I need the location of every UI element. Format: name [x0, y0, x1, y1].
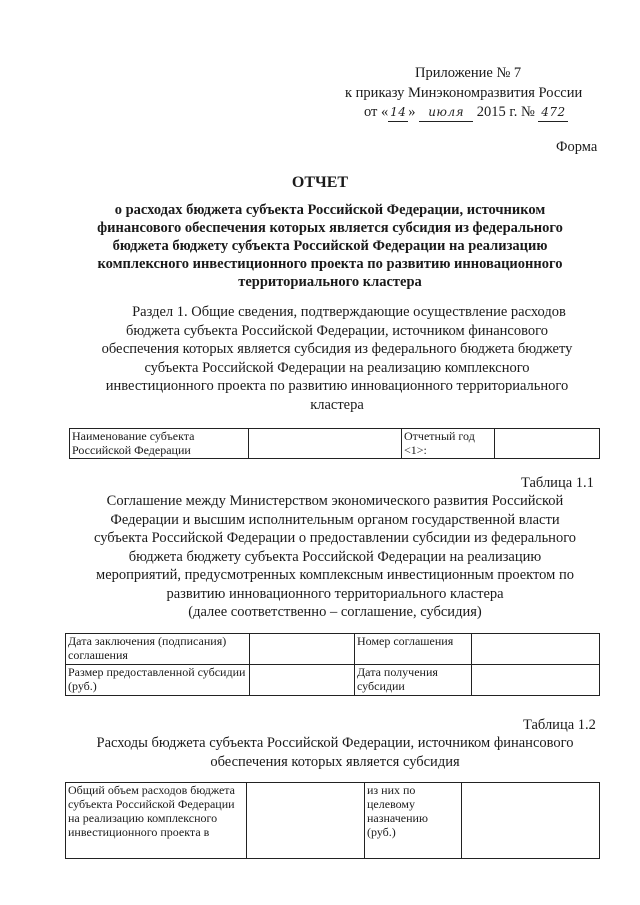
- subtitle-line: бюджета бюджету субъекта Российской Федерации на реализацию: [112, 238, 548, 254]
- subsidy-date-label: Дата получения субсидии: [355, 665, 472, 696]
- section1-line: обеспечения которых является субсидия из федерального бюджета бюджету: [101, 341, 573, 357]
- report-subtitle: [95, 201, 565, 291]
- table11-heading: [68, 492, 602, 622]
- year-value[interactable]: [495, 429, 600, 459]
- expenses-table: [65, 782, 600, 859]
- subtitle-line: о расходах бюджета субъекта Российской Федерации, источником: [114, 202, 546, 218]
- section1-line: Раздел 1. Общие сведения, подтверждающие осуществление расходов: [132, 304, 566, 320]
- subject-table: [69, 428, 600, 459]
- targeted-expenses-label: из них по целевому назначению (руб.): [365, 783, 462, 859]
- section1-line: инвестиционного проекта по развитию инновационного территориального: [105, 378, 569, 394]
- table11-heading-line: субъекта Российской Федерации о предоставлении субсидии из федерального: [93, 530, 577, 546]
- agreement-date-value[interactable]: [250, 634, 355, 665]
- date-day: 14: [388, 103, 408, 122]
- date-month: июля: [419, 103, 473, 122]
- section1-line: субъекта Российской Федерации на реализацию комплексного: [144, 359, 530, 376]
- total-expenses-label: Общий объем расходов бюджета субъекта Российской Федерации на реализацию комплексного инвестиционного проекта в: [66, 783, 247, 859]
- agreement-table: [65, 633, 600, 696]
- agreement-date-label: Дата заключения (подписания) соглашения: [66, 634, 250, 665]
- table12-heading: [65, 734, 605, 771]
- order-number: 472: [538, 103, 568, 122]
- form-label: Форма: [556, 139, 598, 155]
- date-prefix: от «: [364, 104, 389, 120]
- targeted-expenses-value[interactable]: [462, 783, 600, 859]
- order-date-line: [364, 103, 568, 122]
- subtitle-line: финансового обеспечения которых является субсидия из федерального: [97, 220, 563, 236]
- agreement-number-label: Номер соглашения: [355, 634, 472, 665]
- table12-caption: Таблица 1.2: [523, 717, 596, 733]
- total-expenses-value[interactable]: [247, 783, 365, 859]
- subject-label: Наименование субъекта Российской Федерации: [70, 429, 249, 459]
- report-title: ОТЧЕТ: [291, 174, 349, 191]
- appendix-number: Приложение № 7: [415, 65, 522, 81]
- table11-heading-line: Соглашение между Министерством экономического развития Российской: [106, 493, 564, 509]
- table11-heading-line: развитию инновационного территориального кластера: [166, 585, 504, 602]
- table12-heading-line: обеспечения которых является субсидия: [210, 753, 460, 770]
- date-mid: »: [408, 104, 416, 120]
- year-label: Отчетный год <1>:: [402, 429, 495, 459]
- table11-heading-line: мероприятий, предусмотренных комплексным инвестиционным проектом по: [96, 567, 574, 583]
- table12-heading-line: Расходы бюджета субъекта Российской Федерации, источником финансового: [96, 735, 574, 751]
- agreement-number-value[interactable]: [472, 634, 600, 665]
- table11-heading-line: Федерации и высшим исполнительным органом государственной власти: [110, 511, 560, 528]
- table11-caption: Таблица 1.1: [521, 475, 594, 491]
- subject-value[interactable]: [249, 429, 402, 459]
- table11-heading-line: (далее соответственно – соглашение, субсидия): [188, 604, 482, 620]
- section1-line: кластера: [310, 396, 364, 413]
- section1-line: бюджета субъекта Российской Федерации, источником финансового: [126, 322, 548, 339]
- subtitle-line: территориального кластера: [238, 274, 422, 290]
- date-year: 2015 г. №: [476, 104, 535, 120]
- table11-heading-line: бюджета бюджету субъекта Российской Федерации на реализацию: [128, 548, 542, 565]
- order-reference: к приказу Минэкономразвития России: [345, 85, 583, 101]
- section1-heading: [72, 303, 602, 414]
- subtitle-line: комплексного инвестиционного проекта по развитию инновационного: [97, 256, 563, 272]
- subsidy-amount-label: Размер предоставленной субсидии (руб.): [66, 665, 250, 696]
- subsidy-date-value[interactable]: [472, 665, 600, 696]
- subsidy-amount-value[interactable]: [250, 665, 355, 696]
